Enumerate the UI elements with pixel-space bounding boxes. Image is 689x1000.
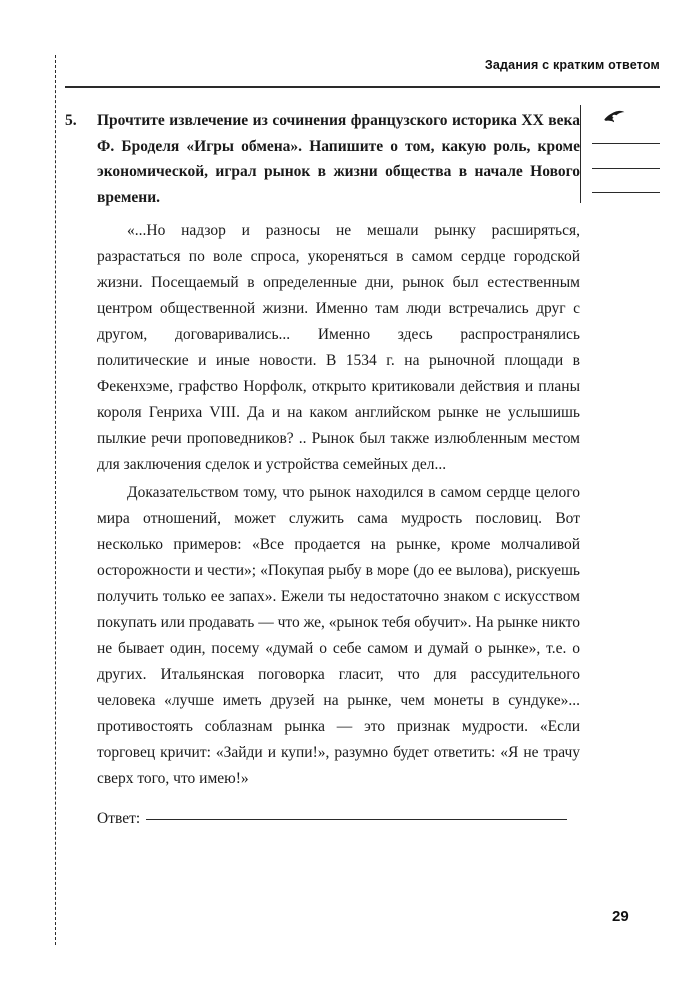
task-prompt: Прочтите извлечение из сочинения французского историка XX века Ф. Броделя «Игры обмена». Напишите о том, какую роль, кроме экономической, играл рынок в жизни общества в начале Нового времени.	[97, 112, 580, 206]
task-number: 5.	[65, 112, 77, 129]
page-cut-dashed-line	[55, 55, 56, 945]
page-number: 29	[612, 908, 629, 925]
task-row	[65, 108, 580, 210]
running-head-rule	[65, 86, 660, 88]
pen-nib-icon	[602, 107, 628, 125]
extract-paragraph: Доказательством тому, что рынок находился в самом сердце целого мира отношений, может служить сама мудрость пословиц. Вот несколько примеров: «Все продается на рынке, кроме молчаливой осторожности и чести»; «Покупая рыбу в море (до ее вылова), рискуешь получить только ее запах». Ежели ты недостаточно знаком с искусством покупать или продавать — что же, «рынок тебя обучит». На рынке никто не бывает один, посему «думай о себе самом и думай о рынке», т.е. о других. Итальянская поговорка гласит, что для рассудительного человека «лучше иметь друзей на рынке, чем монеты в сундуке»... противостоять соблазнам рынка — это признак мудрости. «Если торговец кричит: «Зайди и купи!», разумно будет ответить: «Я не трачу сверх того, что имею!»	[97, 484, 580, 787]
answer-label: Ответ:	[97, 810, 141, 827]
margin-vertical-divider	[580, 105, 581, 203]
task-block	[65, 108, 580, 210]
answer-field[interactable]	[97, 808, 567, 830]
margin-write-line[interactable]	[592, 143, 660, 144]
extract-paragraph: «...Но надзор и разносы не мешали рынку расширяться, разрастаться по воле спроса, укореняться в самом сердце городской жизни. Посещаемый в определенные дни, рынок был естественным центром общественной жизни. Именно там люди встречались друг с другом, договаривались... Именно здесь распространялись политические и иные новости. В 1534 г. на рыночной площади в Фекенхэме, графство Норфолк, открыто критиковали действия и планы короля Генриха VIII. Да и на каком английском рынке не услышишь пылкие речи проповедников? .. Рынок был также излюбленным местом для заключения сделок и устройства семейных дел...	[97, 222, 580, 473]
margin-write-line[interactable]	[592, 168, 660, 169]
margin-write-line[interactable]	[592, 192, 660, 193]
margin-note-area	[580, 105, 675, 205]
answer-write-line[interactable]	[146, 819, 567, 820]
running-head: Задания с кратким ответом	[484, 58, 660, 72]
source-extract	[97, 218, 580, 792]
